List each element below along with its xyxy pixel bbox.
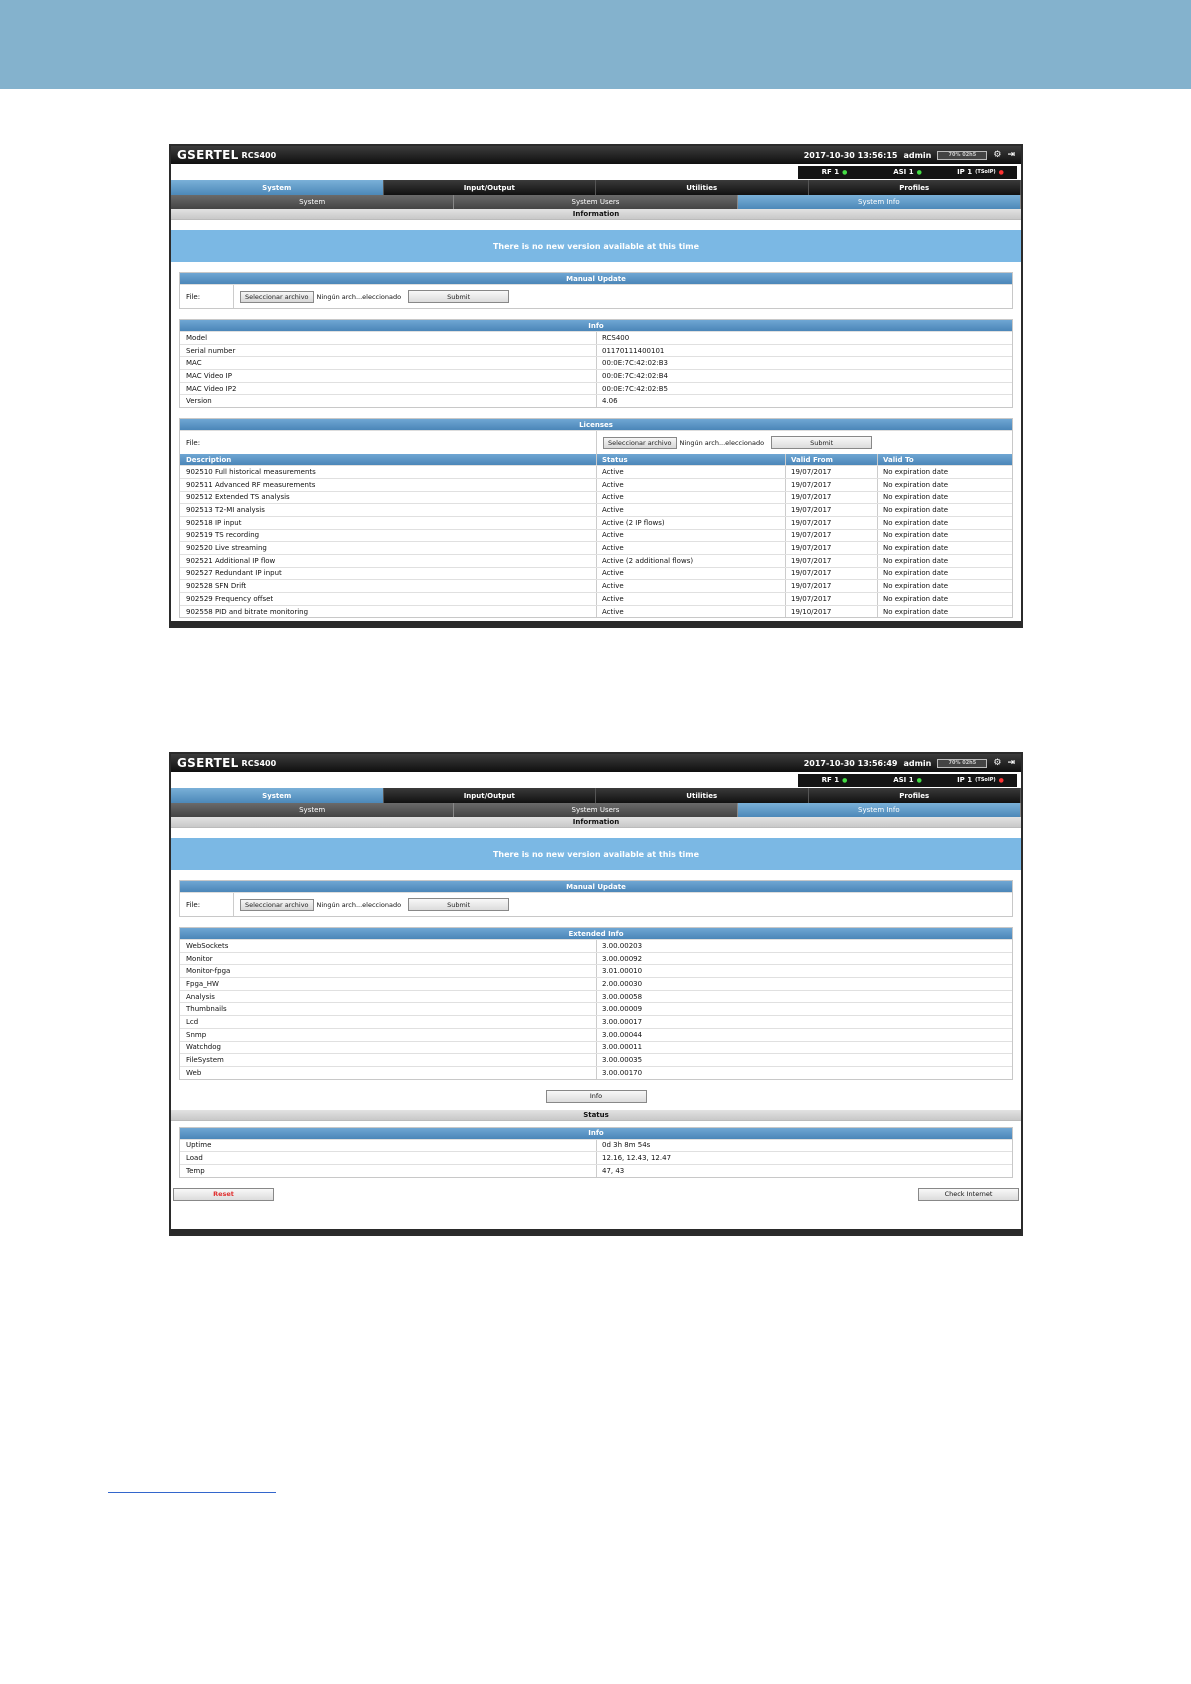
- license-cell: 902529 Frequency offset: [180, 593, 597, 605]
- sub-tabs: [171, 195, 1021, 209]
- license-cell: 902513 T2-MI analysis: [180, 504, 597, 516]
- device-model: RCS400: [241, 150, 277, 160]
- component-name: Fpga_HW: [180, 978, 597, 990]
- component-version: 3.00.00170: [602, 1068, 643, 1077]
- status-error-icon: ●: [998, 168, 1004, 176]
- license-cell: Active: [597, 568, 786, 580]
- license-cell: 19/07/2017: [786, 492, 878, 504]
- scroll-bar[interactable]: [171, 621, 1021, 626]
- username: admin: [903, 150, 932, 160]
- license-cell: 19/07/2017: [786, 479, 878, 491]
- update-banner: There is no new version available at this time: [171, 230, 1021, 262]
- component-version: 3.00.00203: [602, 941, 643, 950]
- info-row: Version 4.06: [180, 394, 1012, 407]
- screenshot-system-info-licenses: [169, 144, 1023, 628]
- status-info-panel: [179, 1127, 1013, 1178]
- license-cell: 902512 Extended TS analysis: [180, 492, 597, 504]
- license-cell: 19/10/2017: [786, 606, 878, 618]
- gear-icon[interactable]: ⚙: [993, 150, 1002, 160]
- column-header: Valid To: [883, 455, 914, 464]
- sub-tabs: [171, 803, 1021, 817]
- gear-icon[interactable]: ⚙: [993, 758, 1002, 768]
- license-cell: 902521 Additional IP flow: [180, 555, 597, 567]
- license-cell: No expiration date: [883, 594, 949, 603]
- no-file-text: Ningún arch...eleccionado: [316, 292, 402, 301]
- extended-info-row: [180, 1053, 1012, 1066]
- license-cell: 902520 Live streaming: [180, 542, 597, 554]
- license-cell: 19/07/2017: [786, 593, 878, 605]
- submit-button[interactable]: Submit: [771, 436, 872, 449]
- license-cell: Active: [597, 530, 786, 542]
- license-cell: Active (2 IP flows): [597, 517, 786, 529]
- logout-icon[interactable]: ⇥: [1007, 758, 1015, 768]
- license-row: [180, 491, 1012, 504]
- extended-info-row: [180, 1028, 1012, 1041]
- no-file-text: Ningún arch...eleccionado: [679, 438, 765, 447]
- license-cell: No expiration date: [883, 506, 949, 515]
- footnote-separator: [108, 1492, 276, 1493]
- logout-icon[interactable]: ⇥: [1007, 150, 1015, 160]
- info-row: Serial number 01170111400101: [180, 344, 1012, 357]
- license-cell: 902510 Full historical measurements: [180, 466, 597, 478]
- tab-input-output[interactable]: Input/Output: [384, 180, 597, 195]
- no-file-text: Ningún arch...eleccionado: [316, 900, 402, 909]
- info-panel: [179, 319, 1013, 408]
- reset-button[interactable]: Reset: [173, 1188, 274, 1201]
- tab-input-output[interactable]: Input/Output: [384, 788, 597, 803]
- brand-logo: GSERTEL: [177, 756, 239, 770]
- tab-system[interactable]: System: [171, 788, 384, 803]
- panel-title: Manual Update: [180, 881, 1012, 892]
- extended-info-row: [180, 952, 1012, 965]
- component-version: 3.00.00092: [602, 954, 643, 963]
- status-ok-icon: ●: [842, 168, 848, 176]
- component-version: 3.00.00009: [602, 1005, 643, 1014]
- section-status-title: Status: [171, 1110, 1021, 1121]
- licenses-table-body: [180, 465, 1012, 617]
- storage-indicator: 70% 02h5: [937, 759, 987, 768]
- status-rf[interactable]: RF 1 ●: [798, 774, 871, 787]
- submit-button[interactable]: Submit: [408, 290, 509, 303]
- component-name: Thumbnails: [180, 1003, 597, 1015]
- license-cell: Active: [597, 606, 786, 618]
- extended-info-row: [180, 977, 1012, 990]
- license-row: [180, 592, 1012, 605]
- component-name: FileSystem: [180, 1054, 597, 1066]
- main-tabs: [171, 180, 1021, 195]
- license-cell: 902511 Advanced RF measurements: [180, 479, 597, 491]
- status-ok-icon: ●: [916, 776, 922, 784]
- brand-logo: GSERTEL: [177, 148, 239, 162]
- license-cell: 902519 TS recording: [180, 530, 597, 542]
- tab-profiles[interactable]: Profiles: [809, 788, 1022, 803]
- licenses-table-header: [180, 454, 1012, 465]
- timestamp: 2017-10-30 13:56:15: [803, 150, 898, 160]
- choose-file-button[interactable]: Seleccionar archivo: [240, 291, 314, 303]
- screenshot-system-info-extended: [169, 752, 1023, 1236]
- license-cell: 902527 Redundant IP input: [180, 568, 597, 580]
- license-row: [180, 478, 1012, 491]
- license-cell: No expiration date: [883, 544, 949, 553]
- check-internet-button[interactable]: Check Internet: [918, 1188, 1019, 1201]
- top-bar: [171, 754, 1021, 772]
- top-bar: [171, 146, 1021, 164]
- status-indicators: [171, 772, 1021, 788]
- component-name: Monitor-fpga: [180, 965, 597, 977]
- license-cell: No expiration date: [883, 467, 949, 476]
- file-label: File:: [180, 893, 234, 916]
- licenses-panel: [179, 418, 1013, 618]
- component-name: Lcd: [180, 1016, 597, 1028]
- extended-info-row: [180, 1015, 1012, 1028]
- status-ip[interactable]: IP 1 (TSoIP) ●: [944, 774, 1017, 787]
- document-header-band: [0, 0, 1191, 89]
- manual-update-panel: [179, 880, 1013, 917]
- license-cell: No expiration date: [883, 569, 949, 578]
- section-information-title: Information: [171, 817, 1021, 828]
- license-cell: 902558 PID and bitrate monitoring: [180, 606, 597, 618]
- license-cell: No expiration date: [883, 531, 949, 540]
- component-name: Watchdog: [180, 1042, 597, 1054]
- panel-title: Extended Info: [180, 928, 1012, 939]
- license-cell: Active: [597, 479, 786, 491]
- subtab-system[interactable]: System: [171, 195, 454, 209]
- status-ok-icon: ●: [842, 776, 848, 784]
- status-asi[interactable]: ASI 1 ●: [871, 166, 944, 179]
- license-row: [180, 465, 1012, 478]
- component-name: Snmp: [180, 1029, 597, 1041]
- column-header: Description: [180, 454, 597, 465]
- section-information-title: Information: [171, 209, 1021, 220]
- status-asi[interactable]: ASI 1 ●: [871, 774, 944, 787]
- license-cell: 19/07/2017: [786, 580, 878, 592]
- component-version: 3.00.00017: [602, 1017, 643, 1026]
- device-model: RCS400: [241, 758, 277, 768]
- tab-system[interactable]: System: [171, 180, 384, 195]
- extended-info-row: [180, 990, 1012, 1003]
- info-row: MAC 00:0E:7C:42:02:B3: [180, 356, 1012, 369]
- component-version: 3.01.00010: [602, 967, 643, 976]
- license-row: [180, 554, 1012, 567]
- license-cell: Active: [597, 504, 786, 516]
- license-row: [180, 529, 1012, 542]
- subtab-system-info[interactable]: System Info: [738, 803, 1021, 817]
- choose-file-button[interactable]: Seleccionar archivo: [240, 899, 314, 911]
- manual-update-panel: [179, 272, 1013, 309]
- extended-info-row: [180, 939, 1012, 952]
- submit-button[interactable]: Submit: [408, 898, 509, 911]
- status-ok-icon: ●: [916, 168, 922, 176]
- license-cell: Active: [597, 580, 786, 592]
- file-label: File:: [180, 431, 597, 454]
- extended-info-row: [180, 1041, 1012, 1054]
- tab-utilities[interactable]: Utilities: [596, 180, 809, 195]
- status-row: Load 12.16, 12.43, 12.47: [180, 1151, 1012, 1164]
- license-cell: 19/07/2017: [786, 568, 878, 580]
- license-cell: Active: [597, 466, 786, 478]
- license-row: [180, 503, 1012, 516]
- license-cell: No expiration date: [883, 607, 949, 616]
- choose-file-button[interactable]: Seleccionar archivo: [603, 437, 677, 449]
- subtab-system-users[interactable]: System Users: [454, 195, 737, 209]
- subtab-system[interactable]: System: [171, 803, 454, 817]
- license-cell: No expiration date: [883, 556, 949, 565]
- extended-info-panel: [179, 927, 1013, 1080]
- license-cell: Active: [597, 542, 786, 554]
- license-cell: 19/07/2017: [786, 466, 878, 478]
- info-row: MAC Video IP2 00:0E:7C:42:02:B5: [180, 382, 1012, 395]
- storage-indicator: 70% 02h5: [937, 151, 987, 160]
- panel-title: Licenses: [180, 419, 1012, 430]
- update-banner: There is no new version available at this time: [171, 838, 1021, 870]
- extended-info-row: [180, 964, 1012, 977]
- file-label: File:: [180, 285, 234, 308]
- subtab-system-users[interactable]: System Users: [454, 803, 737, 817]
- license-row: [180, 579, 1012, 592]
- component-name: WebSockets: [180, 940, 597, 952]
- info-row: MAC Video IP 00:0E:7C:42:02:B4: [180, 369, 1012, 382]
- panel-title: Manual Update: [180, 273, 1012, 284]
- tab-profiles[interactable]: Profiles: [809, 180, 1022, 195]
- component-name: Analysis: [180, 991, 597, 1003]
- status-row: Uptime 0d 3h 8m 54s: [180, 1139, 1012, 1152]
- username: admin: [903, 758, 932, 768]
- license-cell: Active (2 additional flows): [597, 555, 786, 567]
- license-cell: No expiration date: [883, 480, 949, 489]
- license-row: [180, 541, 1012, 554]
- license-cell: 19/07/2017: [786, 517, 878, 529]
- extended-info-row: [180, 1002, 1012, 1015]
- scroll-bar[interactable]: [171, 1229, 1021, 1234]
- extended-info-row: [180, 1066, 1012, 1079]
- license-cell: No expiration date: [883, 518, 949, 527]
- subtab-system-info[interactable]: System Info: [738, 195, 1021, 209]
- license-cell: No expiration date: [883, 493, 949, 502]
- component-version: 3.00.00058: [602, 992, 643, 1001]
- component-version: 2.00.00030: [602, 979, 643, 988]
- license-cell: Active: [597, 593, 786, 605]
- component-version: 3.00.00044: [602, 1030, 643, 1039]
- license-cell: 19/07/2017: [786, 555, 878, 567]
- license-cell: No expiration date: [883, 582, 949, 591]
- info-button[interactable]: Info: [546, 1090, 647, 1103]
- license-cell: Active: [597, 492, 786, 504]
- license-cell: 19/07/2017: [786, 542, 878, 554]
- column-header: Valid From: [786, 454, 878, 465]
- main-tabs: [171, 788, 1021, 803]
- license-cell: 902518 IP input: [180, 517, 597, 529]
- status-indicators: [171, 164, 1021, 180]
- status-ip[interactable]: IP 1 (TSoIP) ●: [944, 166, 1017, 179]
- info-row: Model RCS400: [180, 331, 1012, 344]
- status-error-icon: ●: [998, 776, 1004, 784]
- timestamp: 2017-10-30 13:56:49: [803, 758, 898, 768]
- panel-title: Info: [180, 1128, 1012, 1139]
- panel-title: Info: [180, 320, 1012, 331]
- license-cell: 902528 SFN Drift: [180, 580, 597, 592]
- component-version: 3.00.00035: [602, 1056, 643, 1065]
- license-cell: 19/07/2017: [786, 530, 878, 542]
- extended-info-body: [180, 939, 1012, 1079]
- component-version: 3.00.00011: [602, 1043, 643, 1052]
- license-row: [180, 567, 1012, 580]
- column-header: Status: [597, 454, 786, 465]
- component-name: Monitor: [180, 953, 597, 965]
- status-row: Temp 47, 43: [180, 1164, 1012, 1177]
- component-name: Web: [180, 1067, 597, 1079]
- status-rf[interactable]: RF 1 ●: [798, 166, 871, 179]
- license-row: [180, 605, 1012, 618]
- license-cell: 19/07/2017: [786, 504, 878, 516]
- license-row: [180, 516, 1012, 529]
- tab-utilities[interactable]: Utilities: [596, 788, 809, 803]
